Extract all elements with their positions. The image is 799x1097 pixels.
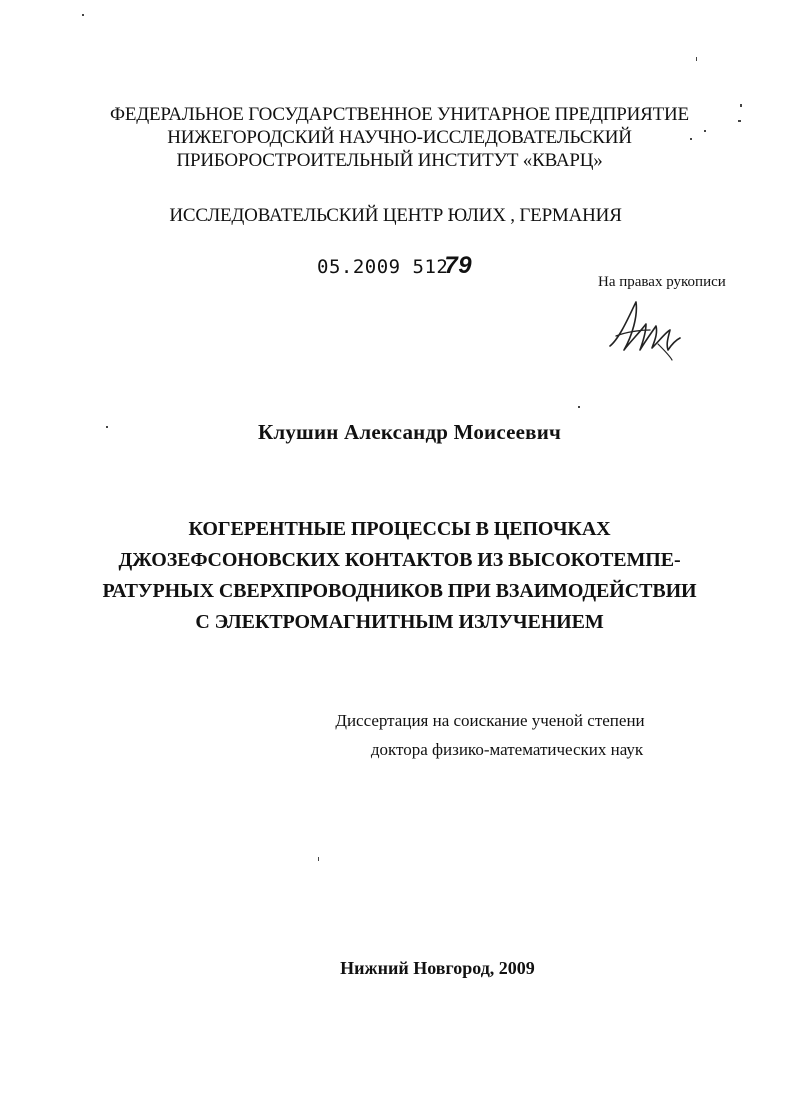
title-line-4: С ЭЛЕКТРОМАГНИТНЫМ ИЗЛУЧЕНИЕМ: [195, 611, 604, 633]
scan-speck: [578, 406, 580, 408]
title-line-3: РАТУРНЫХ СВЕРХПРОВОДНИКОВ ПРИ ВЗАИМОДЕЙСТВИИ: [102, 580, 697, 602]
org-name-line-2: НИЖЕГОРОДСКИЙ НАУЧНО-ИССЛЕДОВАТЕЛЬСКИЙ: [167, 127, 632, 148]
city-year: Нижний Новгород, 2009: [340, 958, 535, 978]
author-name: Клушин Александр Моисеевич: [257, 420, 562, 444]
scan-speck: [690, 138, 692, 140]
registration-number-handwritten: 79: [444, 252, 473, 279]
title-line-1: КОГЕРЕНТНЫЕ ПРОЦЕССЫ В ЦЕПОЧКАХ: [188, 518, 611, 540]
org-name-line-3: ПРИБОРОСТРОИТЕЛЬНЫЙ ИНСТИТУТ «КВАРЦ»: [176, 150, 603, 171]
scan-speck: [696, 57, 697, 61]
scan-speck: [82, 14, 84, 16]
org-name-line-1: ФЕДЕРАЛЬНОЕ ГОСУДАРСТВЕННОЕ УНИТАРНОЕ ПРЕДПРИЯТИЕ: [110, 104, 689, 125]
scan-speck: [318, 857, 319, 861]
author-signature: [606, 296, 686, 362]
dissertation-line-2: доктора физико-математических наук: [370, 740, 644, 759]
scan-speck: [740, 104, 742, 107]
registration-number: [317, 252, 472, 280]
research-center: ИССЛЕДОВАТЕЛЬСКИЙ ЦЕНТР ЮЛИХ , ГЕРМАНИЯ: [169, 205, 622, 226]
scan-speck: [106, 426, 108, 428]
scan-speck: [738, 120, 741, 122]
manuscript-rights-label: На правах рукописи: [598, 274, 726, 290]
registration-number-printed: 05.2009 512: [317, 256, 449, 278]
title-line-2: ДЖОЗЕФСОНОВСКИХ КОНТАКТОВ ИЗ ВЫСОКОТЕМПЕ-: [118, 549, 681, 571]
scan-speck: [704, 130, 706, 132]
dissertation-line-1: Диссертация на соискание ученой степени: [335, 711, 645, 730]
